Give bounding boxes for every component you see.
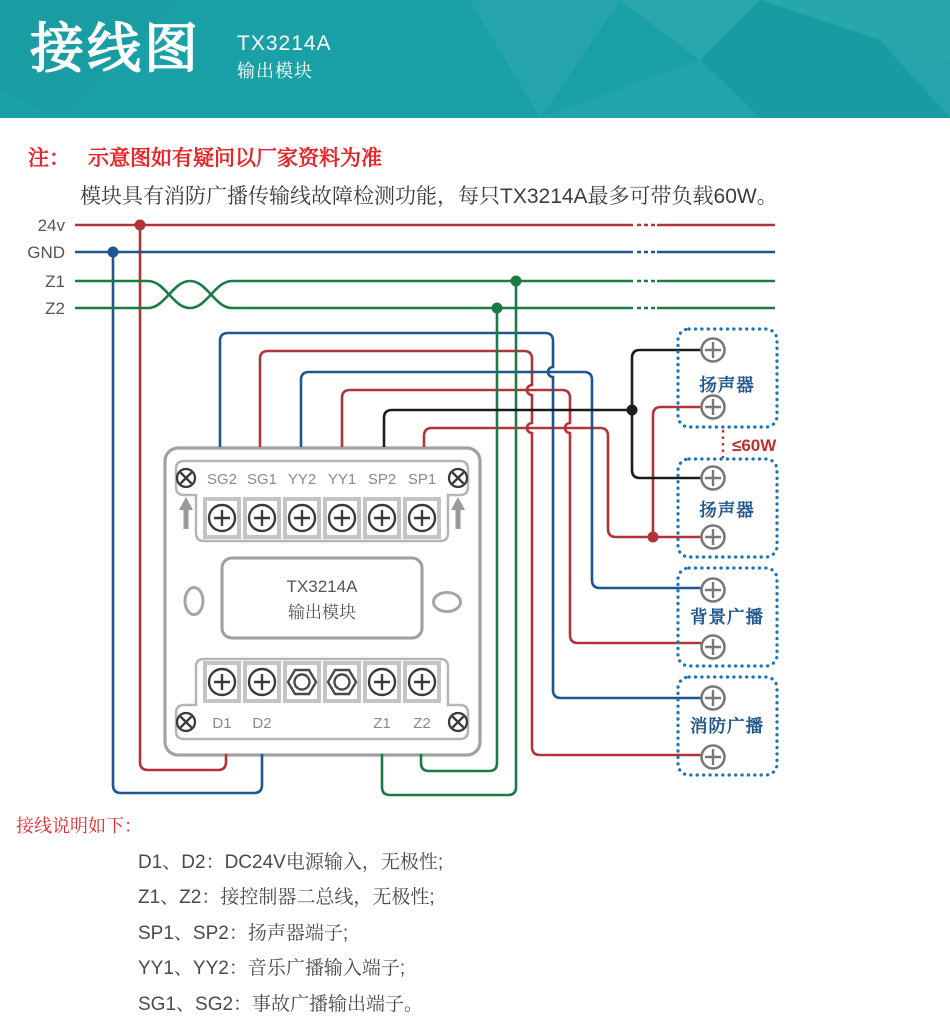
terminal-label-yy1: YY1 [327, 471, 357, 488]
black-junction-dots [627, 405, 638, 416]
terminal-label-z1: Z1 [373, 715, 391, 732]
speaker-1-label: 扬声器 [699, 375, 755, 395]
screw-x-icon [449, 713, 467, 731]
junction-dot-gnd [108, 247, 119, 258]
screw-terminal-icon [205, 499, 239, 537]
mounting-hole-left [185, 588, 203, 615]
terminal-label-d1: D1 [212, 715, 232, 732]
terminal-label-sg2: SG2 [206, 471, 238, 488]
legend-item-z: Z1、Z2：接控制器二总线，无极性; [138, 887, 435, 909]
module-body [165, 448, 480, 755]
terminal-label-d2: D2 [252, 715, 272, 732]
screw-plus-icon [702, 636, 725, 659]
note-label: 注： [28, 147, 70, 170]
background-broadcast-label: 背景广播 [690, 607, 764, 627]
speaker-2-label: 扬声器 [699, 500, 755, 520]
terminal-label-sp1: SP1 [407, 471, 437, 488]
screw-terminal-icon [405, 663, 439, 701]
page-title: 接线图 [30, 19, 201, 79]
screw-plus-icon [702, 339, 725, 362]
hex-nut-icon [285, 663, 319, 701]
junction-dot-speaker-red [648, 532, 659, 543]
legend-item-yy: YY1、YY2：音乐广播输入端子; [138, 958, 406, 980]
junction-dot-speaker-black [627, 405, 638, 416]
hex-nut-icon [325, 663, 359, 701]
screw-x-icon [177, 469, 195, 487]
load-limit-label: ≤60W [732, 436, 777, 455]
screw-terminal-icon [285, 499, 319, 537]
product-name: 输出模块 [237, 61, 313, 81]
bus-label-z2: Z2 [45, 299, 65, 318]
bus-label-z1: Z1 [45, 272, 65, 291]
module-model-text: TX3214A [286, 577, 358, 596]
legend-item-sg: SG1、SG2：事故广播输出端子。 [138, 993, 424, 1015]
terminal-label-z2: Z2 [413, 715, 431, 732]
screw-terminal-icon [405, 499, 439, 537]
module-name-text: 输出模块 [288, 603, 356, 622]
bus-label-24v: 24v [37, 216, 65, 235]
screw-terminal-icon [325, 499, 359, 537]
screw-x-icon [449, 469, 467, 487]
junction-dot-z1 [511, 276, 522, 287]
terminal-label-sg1: SG1 [246, 471, 278, 488]
device-boxes [678, 329, 777, 775]
screw-plus-icon [702, 526, 725, 549]
mounting-hole-right [434, 593, 461, 612]
legend-item-d: D1、D2：DC24V电源输入，无极性; [138, 852, 444, 873]
legend-title: 接线说明如下： [16, 816, 142, 836]
terminal-label-sp2: SP2 [367, 471, 397, 488]
screw-terminal-icon [245, 663, 279, 701]
fire-broadcast-label: 消防广播 [690, 716, 764, 736]
screw-plus-icon [702, 396, 725, 419]
screw-plus-icon [702, 579, 725, 602]
junction-dot-z2 [492, 303, 503, 314]
blue-junction-dots [108, 247, 119, 258]
screw-plus-icon [702, 467, 725, 490]
junction-dot-24v [135, 220, 146, 231]
note-description: 模块具有消防广播传输线故障检测功能，每只TX3214A最多可带负载60W。 [80, 185, 778, 208]
terminal-label-yy2: YY2 [287, 471, 317, 488]
note-warning: 示意图如有疑问以厂家资料为准 [88, 147, 382, 170]
screw-plus-icon [702, 746, 725, 769]
device-terminals [702, 339, 725, 769]
screw-plus-icon [702, 687, 725, 710]
legend-items [138, 845, 443, 1022]
module-label-plate [222, 558, 422, 638]
model-number: TX3214A [237, 32, 332, 55]
bus-label-gnd: GND [27, 243, 65, 262]
screw-x-icon [177, 713, 195, 731]
legend-item-sp: SP1、SP2：扬声器端子; [138, 922, 349, 944]
screw-terminal-icon [365, 663, 399, 701]
screw-terminal-icon [365, 499, 399, 537]
screw-terminal-icon [205, 663, 239, 701]
screw-terminal-icon [245, 499, 279, 537]
